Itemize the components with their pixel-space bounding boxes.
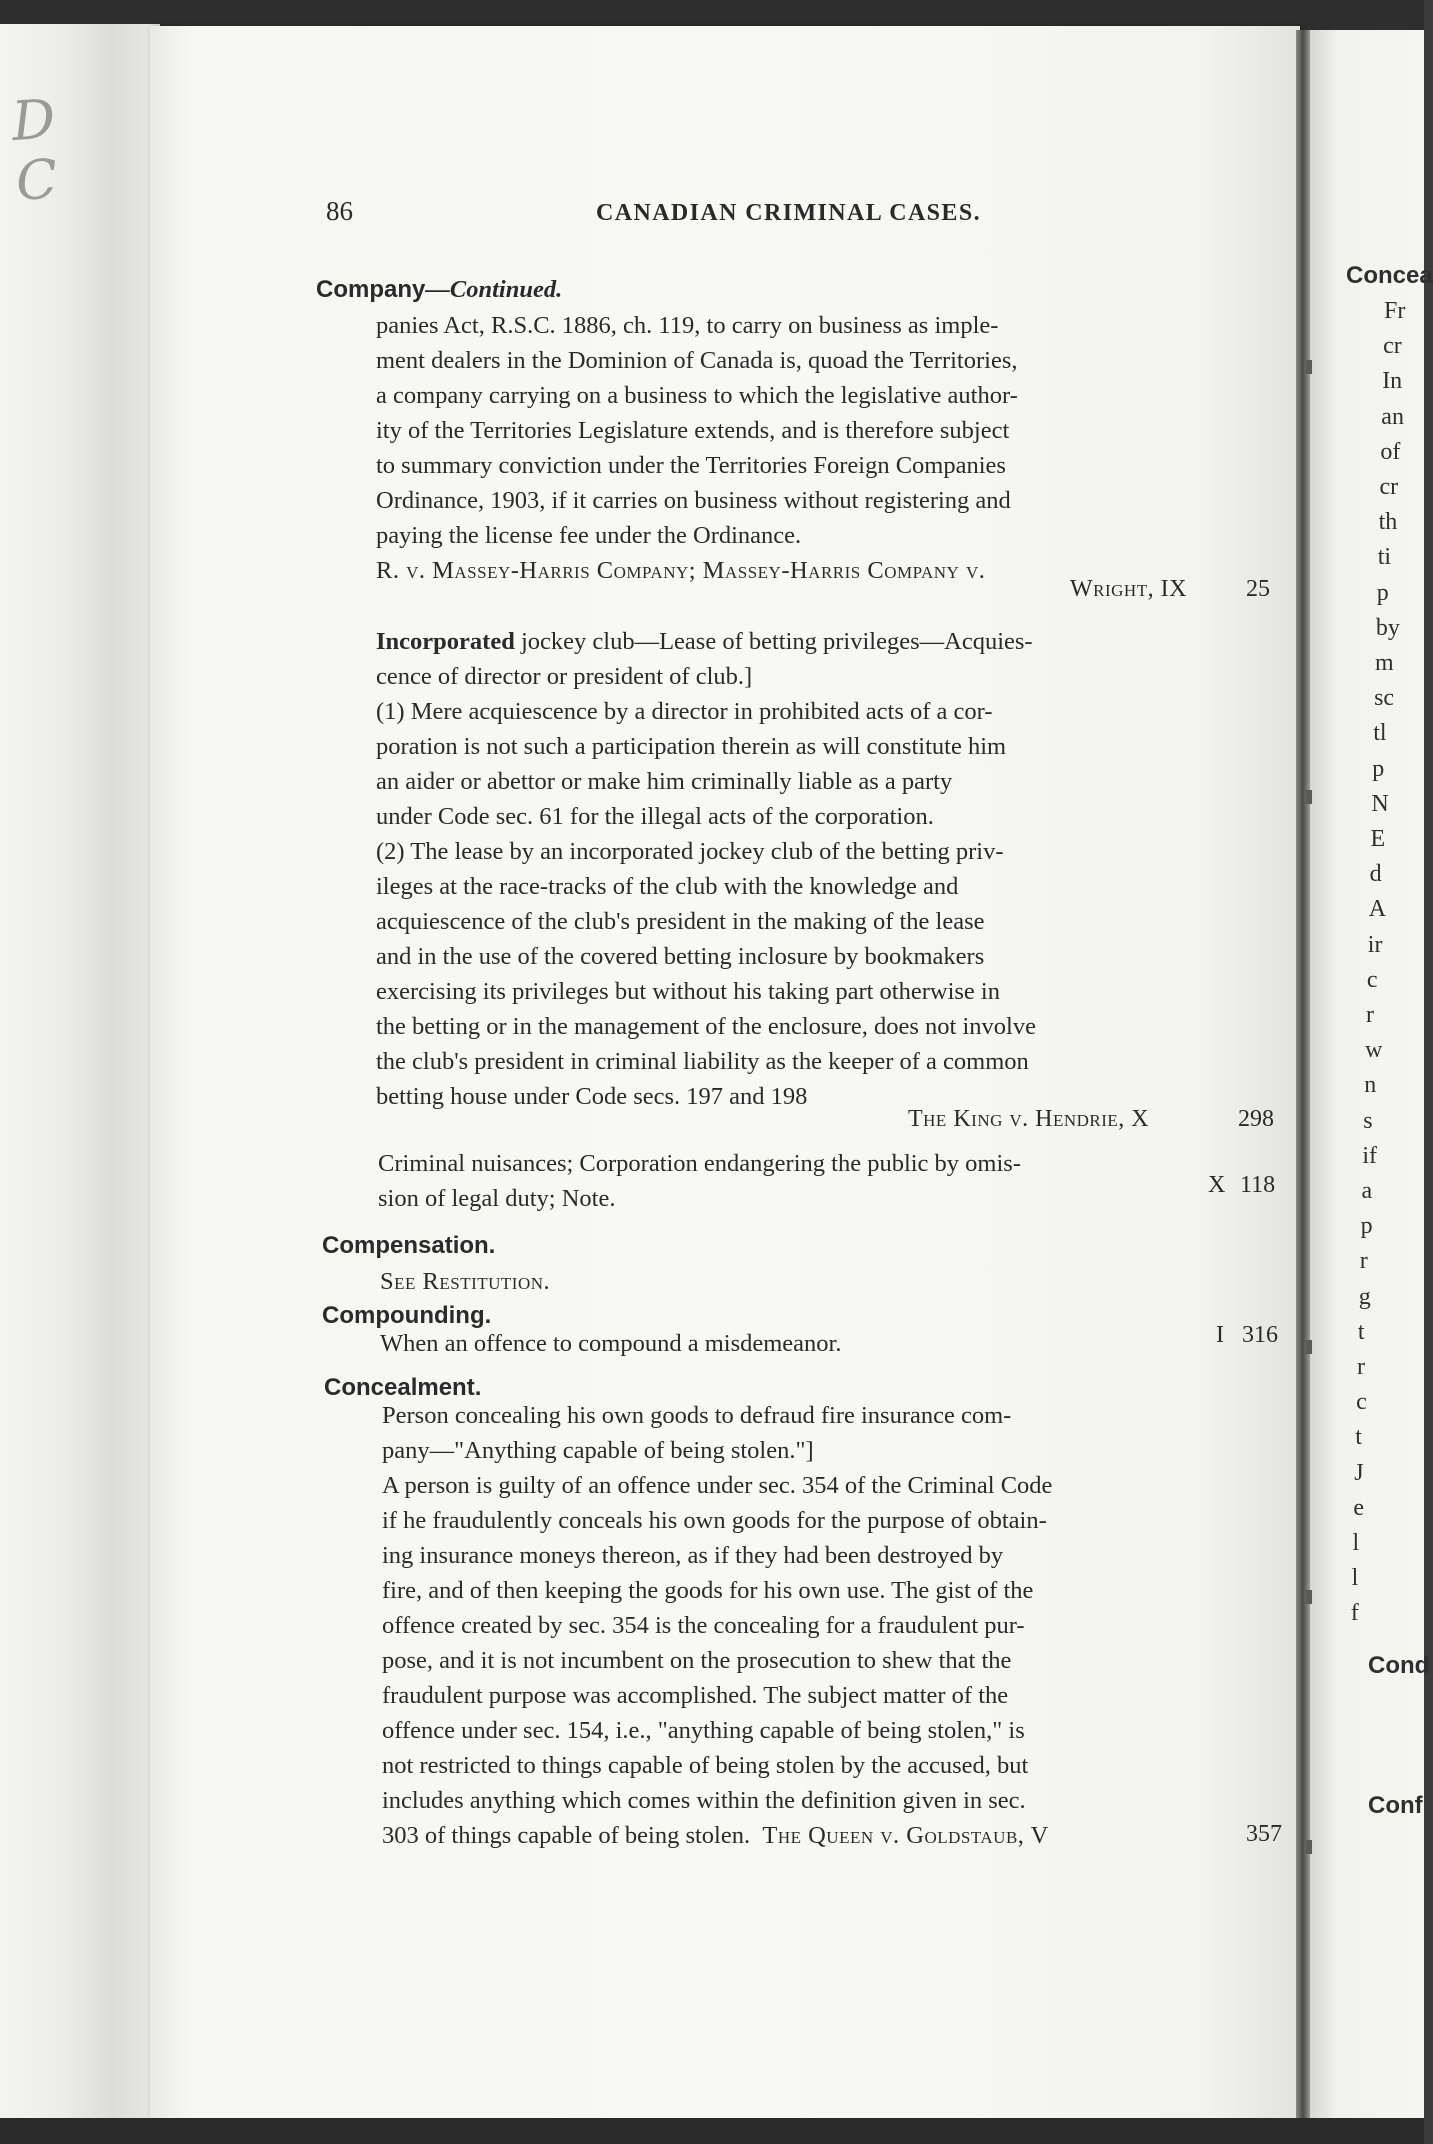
facing-text-fragment: Fr: [1384, 298, 1406, 324]
facing-text-fragment: if: [1362, 1142, 1378, 1169]
text-line: to summary conviction under the Territories Foreign Companies: [376, 452, 1006, 479]
text-line: acquiescence of the club's president in the making of the lease: [376, 908, 985, 935]
text-line: Person concealing his own goods to defraud fire insurance com-: [382, 1402, 1012, 1429]
incorporated-lead: Incorporated: [376, 628, 515, 655]
text-line: paying the license fee under the Ordinance.: [376, 522, 802, 549]
facing-text-fragment: by: [1375, 614, 1400, 641]
hendrie-citation: The King v. Hendrie, X: [908, 1106, 1150, 1132]
text-line: ity of the Territories Legislature extends, and is therefore subject: [376, 417, 1010, 444]
facing-text-fragment: ir: [1367, 931, 1383, 958]
text-line: under Code sec. 61 for the illegal acts of the corporation.: [376, 803, 934, 830]
facing-text-fragment: a: [1361, 1178, 1373, 1204]
facing-text-fragment: r: [1357, 1354, 1365, 1380]
facing-text-fragment: c: [1356, 1389, 1367, 1416]
facing-text-fragment: sc: [1374, 685, 1395, 712]
text-line: and in the use of the covered betting inclosure by bookmakers: [376, 943, 985, 970]
facing-text-fragment: s: [1363, 1107, 1373, 1134]
facing-text-fragment: l: [1351, 1565, 1359, 1592]
facing-text-fragment: J: [1354, 1459, 1364, 1486]
facing-text-fragment: c: [1366, 966, 1378, 993]
facing-text-fragment: t: [1357, 1318, 1365, 1345]
incorporated-paragraph: [376, 624, 1222, 1114]
facing-text-fragment: l: [1352, 1530, 1360, 1556]
compounding-volume: I: [1216, 1322, 1224, 1348]
text-line: A person is guilty of an offence under sec. 354 of the Criminal Code: [382, 1472, 1053, 1499]
concealment-paragraph: [382, 1398, 1224, 1853]
facing-text-fragment: e: [1353, 1494, 1365, 1521]
hendrie-page-ref: 298: [1238, 1106, 1274, 1132]
facing-text-fragment: cr: [1379, 474, 1399, 500]
facing-text-fragment: th: [1378, 509, 1398, 536]
concealment-last-line: 303 of things capable of being stolen.: [382, 1822, 751, 1849]
text-line: offence created by sec. 354 is the concealing for a fraudulent pur-: [382, 1612, 1025, 1639]
text-line: offence under sec. 154, i.e., "anything capable of being stolen," is: [382, 1717, 1025, 1744]
text-line: an aider or abettor or make him criminally liable as a party: [376, 768, 953, 795]
text-line: the betting or in the management of the enclosure, does not involve: [376, 1013, 1036, 1040]
facing-text-fragment: w: [1365, 1037, 1383, 1064]
binding-mark: [1306, 1340, 1312, 1354]
compounding-text: When an offence to compound a misdemeanor.: [380, 1330, 842, 1357]
nuisance-page-ref: 118: [1240, 1172, 1276, 1198]
text-line: poration is not such a participation therein as will constitute him: [376, 733, 1007, 760]
facing-text-fragment: N: [1371, 790, 1389, 817]
facing-heading-3: Conf: [1368, 1792, 1423, 1819]
text-line: ileges at the race-tracks of the club with the knowledge and: [376, 873, 959, 900]
text-line: exercising its privileges but without his taking part otherwise in: [376, 978, 1000, 1005]
text-line: [382, 1818, 1224, 1853]
compounding-page-ref: 316: [1242, 1322, 1278, 1348]
text-line: [376, 624, 1222, 659]
nuisance-paragraph: [378, 1146, 1224, 1216]
text-line: panies Act, R.S.C. 1886, ch. 119, to carry on business as imple-: [376, 312, 999, 339]
compounding-heading: Compounding.: [322, 1302, 492, 1329]
text-line: the club's president in criminal liability as the keeper of a common: [376, 1048, 1029, 1075]
facing-text-fragment: p: [1376, 579, 1389, 606]
case-citation-volume: Wright, IX: [1070, 576, 1187, 602]
facing-text-fragment: cr: [1383, 333, 1402, 360]
facing-heading-2: Cond: [1368, 1652, 1430, 1679]
concealment-heading: Concealment.: [324, 1374, 482, 1401]
text-line: pany—"Anything capable of being stolen."]: [382, 1437, 814, 1464]
page-stack-edge: [0, 24, 160, 2124]
facing-text-fragment: r: [1359, 1248, 1368, 1275]
text-line: includes anything which comes within the definition given in sec.: [382, 1787, 1026, 1814]
case-citation: R. v. Massey-Harris Company; Massey-Harris Company v.: [376, 557, 986, 584]
facing-heading-1: Concea: [1346, 262, 1433, 289]
text-line: fire, and of then keeping the goods for his own use. The gist of the: [382, 1577, 1034, 1604]
goldstaub-page-ref: 357: [1246, 1821, 1282, 1847]
incorporated-topic: jockey club—Lease of betting privileges—Acquies-: [520, 628, 1033, 655]
text-line: pose, and it is not incumbent on the prosecution to shew that the: [382, 1647, 1012, 1674]
text-line: ment dealers in the Dominion of Canada is, quoad the Territories,: [376, 347, 1018, 374]
binding-mark: [1306, 1840, 1312, 1854]
text-line: (2) The lease by an incorporated jockey club of the betting priv-: [376, 838, 1004, 865]
text-line: not restricted to things capable of being stolen by the accused, but: [382, 1752, 1029, 1779]
company-heading-continued: —Continued.: [425, 276, 563, 303]
facing-text-fragment: m: [1375, 650, 1394, 676]
facing-text-fragment: A: [1368, 896, 1387, 923]
facing-text-fragment: d: [1369, 861, 1382, 888]
text-line: betting house under Code secs. 197 and 198: [376, 1083, 808, 1110]
facing-text-fragment: E: [1370, 826, 1386, 852]
compensation-heading: Compensation.: [322, 1232, 496, 1259]
running-head: CANADIAN CRIMINAL CASES.: [596, 200, 981, 226]
facing-text-fragment: f: [1350, 1600, 1359, 1627]
facing-text-fragment: p: [1372, 755, 1385, 782]
case-page-ref: 25: [1246, 576, 1270, 602]
facing-text-fragment: n: [1364, 1072, 1377, 1099]
margin-handwriting: D C: [9, 87, 60, 213]
book-gutter: [1296, 30, 1310, 2120]
text-line: ing insurance moneys thereon, as if they had been destroyed by: [382, 1542, 1004, 1569]
company-paragraph: [376, 308, 1220, 588]
text-line: Criminal nuisances; Corporation endangering the public by omis-: [378, 1150, 1021, 1177]
text-line: cence of director or president of club.]: [376, 663, 753, 690]
facing-text-fragment: t: [1355, 1424, 1362, 1451]
compensation-see-also: See Restitution.: [380, 1268, 551, 1295]
text-line: Ordinance, 1903, if it carries on business without registering and: [376, 487, 1011, 514]
facing-text-fragment: of: [1380, 438, 1401, 465]
text-line: a company carrying on a business to which the legislative author-: [376, 382, 1018, 409]
binding-mark: [1306, 790, 1312, 804]
binding-mark: [1306, 1590, 1312, 1604]
company-heading-block: [316, 272, 562, 307]
facing-text-fragment: an: [1381, 403, 1404, 430]
text-line: sion of legal duty; Note.: [378, 1185, 616, 1212]
scanner-edge-bottom: [0, 2118, 1424, 2144]
binding-mark: [1306, 360, 1312, 374]
facing-text-fragment: p: [1360, 1213, 1373, 1240]
facing-text-fragment: r: [1366, 1002, 1374, 1028]
text-line: (1) Mere acquiescence by a director in prohibited acts of a cor-: [376, 698, 993, 725]
facing-text-fragment: ti: [1377, 544, 1392, 571]
page-number: 86: [326, 196, 353, 226]
facing-text-fragment: In: [1382, 368, 1403, 395]
nuisance-volume: X: [1208, 1172, 1226, 1198]
text-line: fraudulent purpose was accomplished. The subject matter of the: [382, 1682, 1009, 1709]
company-heading: Company: [316, 276, 426, 303]
facing-text-fragment: g: [1358, 1283, 1371, 1310]
goldstaub-citation: The Queen v. Goldstaub, V: [762, 1822, 1049, 1849]
facing-text-fragment: tl: [1373, 720, 1387, 747]
text-line: if he fraudulently conceals his own goods for the purpose of obtain-: [382, 1507, 1047, 1534]
